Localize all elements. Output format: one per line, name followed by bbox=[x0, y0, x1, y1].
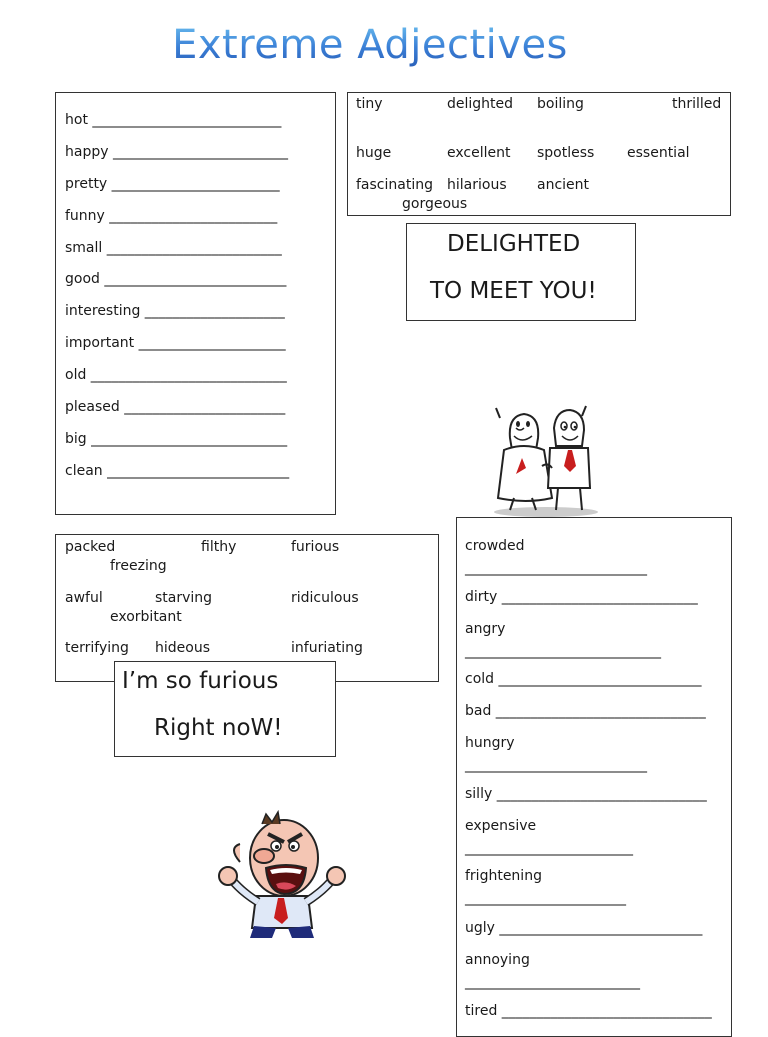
word: fascinating bbox=[356, 177, 433, 193]
list-item: dirty ____________________________ bbox=[465, 589, 698, 605]
word: essential bbox=[627, 145, 690, 161]
word: terrifying bbox=[65, 640, 129, 656]
word: hilarious bbox=[447, 177, 507, 193]
list-item: expensive bbox=[465, 818, 537, 834]
word: awful bbox=[65, 590, 103, 606]
word: huge bbox=[356, 145, 392, 161]
list-item: _________________________ bbox=[465, 974, 640, 990]
word: hideous bbox=[155, 640, 210, 656]
list-item: ugly _____________________________ bbox=[465, 920, 703, 936]
exercise-box-right bbox=[456, 517, 732, 1037]
list-item: clean __________________________ bbox=[65, 463, 290, 479]
list-item: funny ________________________ bbox=[65, 208, 278, 224]
list-item: _______________________ bbox=[465, 890, 626, 906]
word: excellent bbox=[447, 145, 511, 161]
list-item: pleased _______________________ bbox=[65, 399, 286, 415]
word: boiling bbox=[537, 96, 584, 112]
word: ancient bbox=[537, 177, 590, 193]
list-item: silly ______________________________ bbox=[465, 786, 707, 802]
list-item: bad ______________________________ bbox=[465, 703, 706, 719]
list-item: frightening bbox=[465, 868, 542, 884]
list-item: good __________________________ bbox=[65, 271, 287, 287]
list-item: hungry bbox=[465, 735, 515, 751]
speech-line: TO MEET YOU! bbox=[430, 278, 597, 304]
word: delighted bbox=[447, 96, 514, 112]
speech-line: I’m so furious bbox=[122, 668, 279, 694]
list-item: angry bbox=[465, 621, 506, 637]
list-item: __________________________ bbox=[465, 560, 647, 576]
word: gorgeous bbox=[402, 196, 468, 212]
page-title: Extreme Adjectives bbox=[0, 22, 740, 68]
list-item: hot ___________________________ bbox=[65, 112, 282, 128]
word: freezing bbox=[110, 558, 167, 574]
word: tiny bbox=[356, 96, 383, 112]
speech-box-furious bbox=[114, 661, 336, 757]
list-item: crowded bbox=[465, 538, 525, 554]
list-item: interesting ____________________ bbox=[65, 303, 285, 319]
list-item: old ____________________________ bbox=[65, 367, 287, 383]
word: thrilled bbox=[672, 96, 722, 112]
word: ridiculous bbox=[291, 590, 359, 606]
list-item: pretty ________________________ bbox=[65, 176, 280, 192]
list-item: ____________________________ bbox=[465, 643, 661, 659]
word: exorbitant bbox=[110, 609, 182, 625]
word: filthy bbox=[201, 539, 237, 555]
word: packed bbox=[65, 539, 116, 555]
list-item: happy _________________________ bbox=[65, 144, 288, 160]
exercise-box-left bbox=[55, 92, 336, 515]
list-item: small _________________________ bbox=[65, 240, 282, 256]
list-item: annoying bbox=[465, 952, 530, 968]
word: spotless bbox=[537, 145, 595, 161]
happy-couple-illustration bbox=[486, 402, 606, 518]
list-item: important _____________________ bbox=[65, 335, 286, 351]
angry-man-illustration bbox=[214, 810, 350, 944]
list-item: tired ______________________________ bbox=[465, 1003, 712, 1019]
word: starving bbox=[155, 590, 213, 606]
speech-line: Right noW! bbox=[154, 715, 283, 741]
word: infuriating bbox=[291, 640, 363, 656]
word-bank-top bbox=[347, 92, 731, 216]
word-bank-bottom bbox=[55, 534, 439, 682]
list-item: big ____________________________ bbox=[65, 431, 288, 447]
word: furious bbox=[291, 539, 340, 555]
list-item: ________________________ bbox=[465, 840, 633, 856]
list-item: cold _____________________________ bbox=[465, 671, 702, 687]
speech-line: DELIGHTED bbox=[447, 231, 581, 257]
list-item: __________________________ bbox=[465, 757, 647, 773]
speech-box-delighted bbox=[406, 223, 636, 321]
